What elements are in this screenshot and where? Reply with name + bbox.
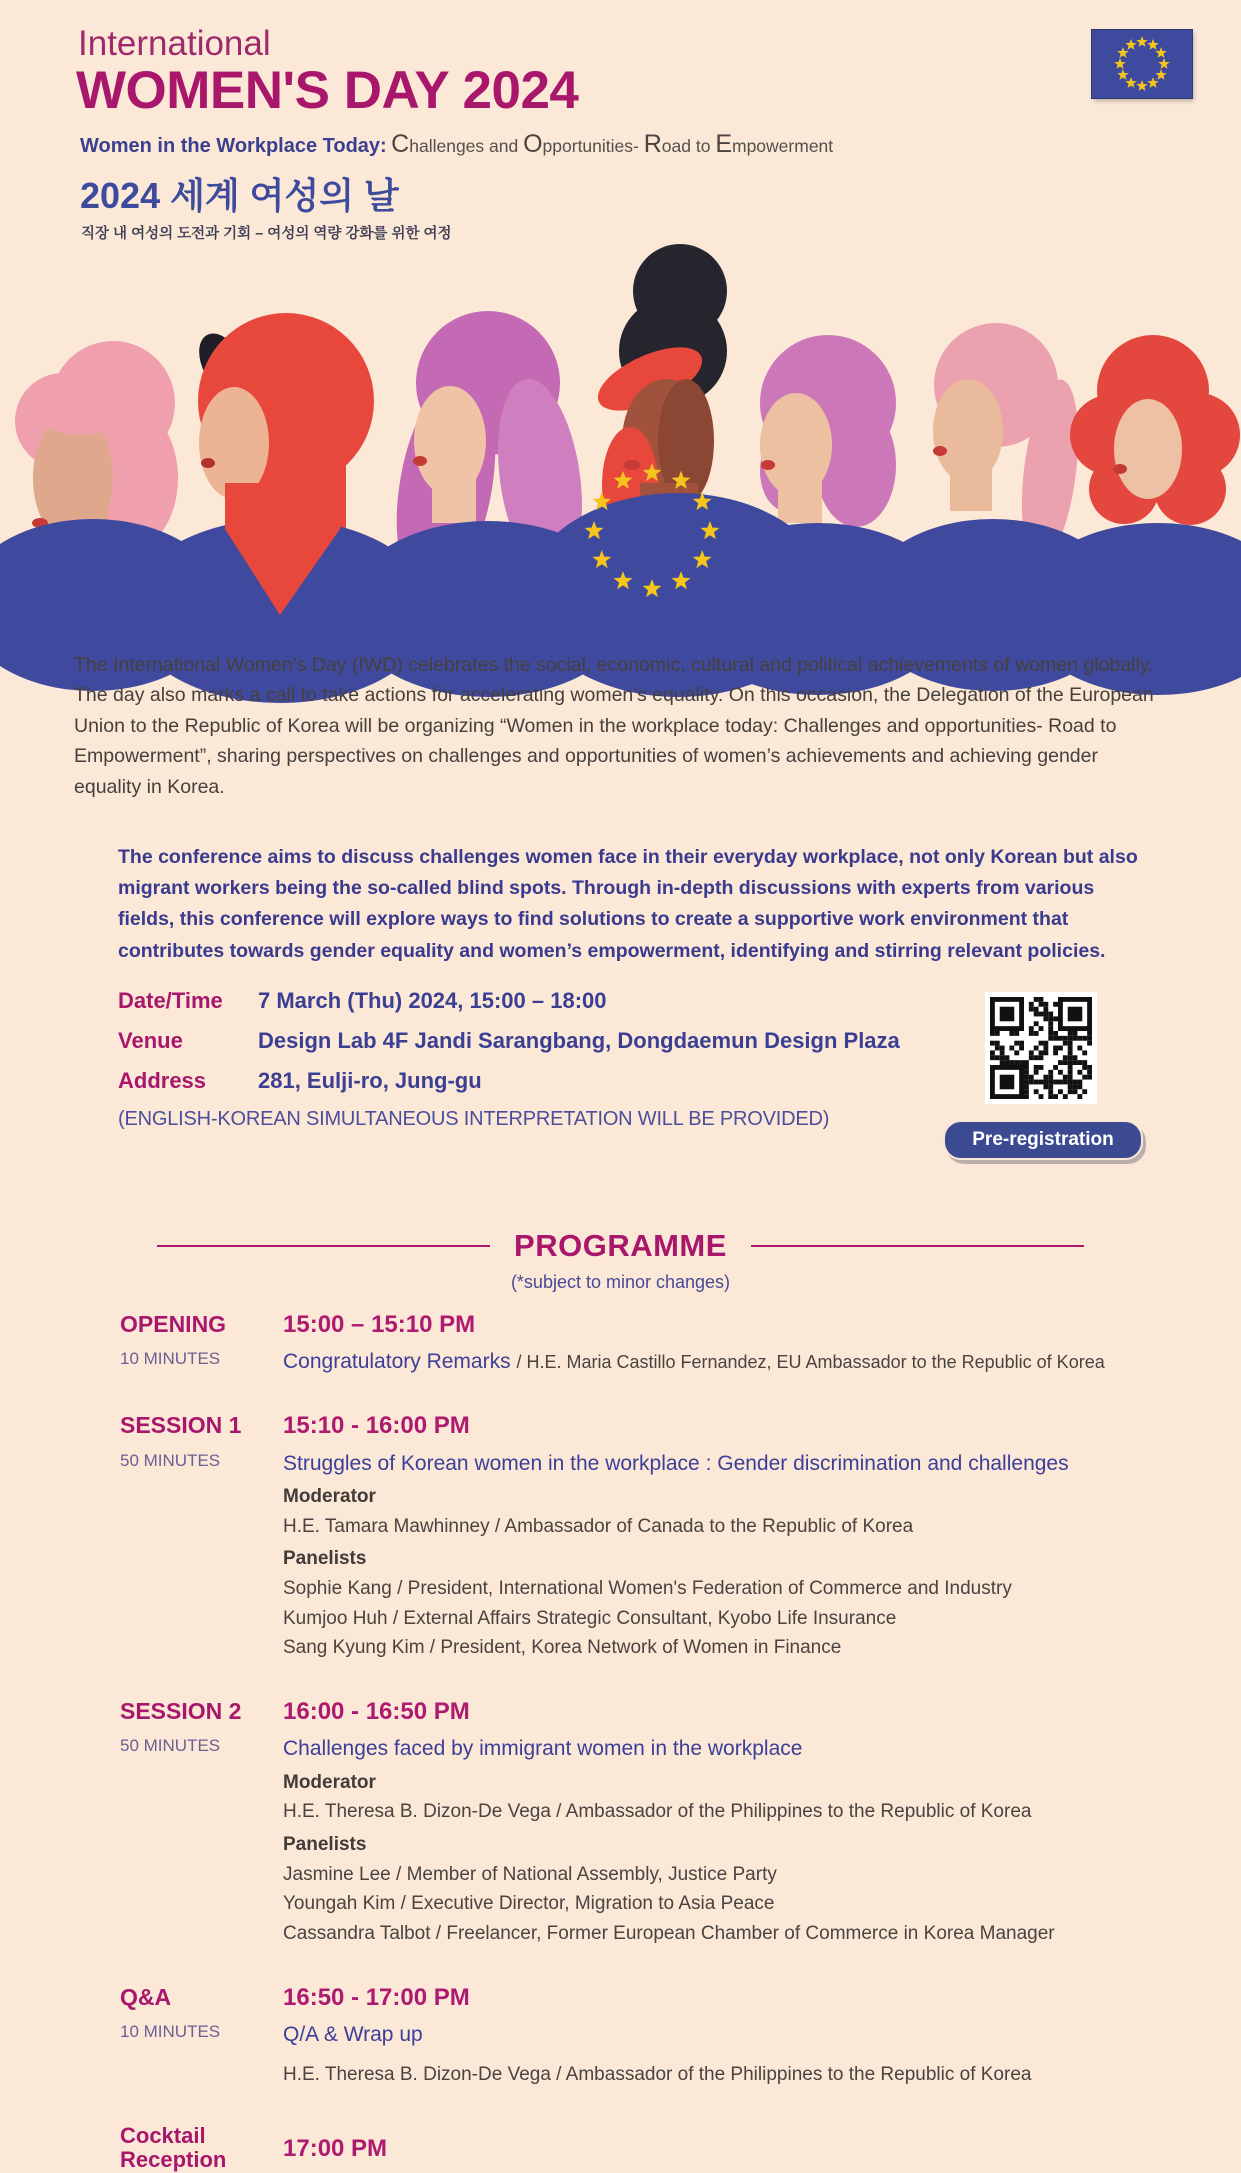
subtitle [80,130,833,159]
session-duration: 10 MINUTES [120,2022,221,2041]
address-value: 281, Eulji-ro, Jung-gu [258,1068,482,1093]
programme-heading [0,1228,1241,1264]
intro-paragraph: The International Women’s Day (IWD) celebrates the social, economic, cultural and political achievements of women globally. The day also marks a call to take actions for accelerating women's equality. On this occasion, the Delegation of the European Union to the Republic of Korea will be organizing “Women in the workplace today: Challenges and opportunities- Road to Empowerment”, sharing perspectives on challenges and opportunities of women’s achievements and achieving gender equality in Korea. [74,654,1154,798]
info-row-venue [118,1028,948,1054]
women-illustration [18,233,1223,621]
panelists-heading: Panelists [283,1548,367,1570]
programme-row-opening [120,1312,1170,1375]
session-time: 15:10 - 16:00 PM [283,1412,470,1440]
datetime-value: 7 March (Thu) 2024, 15:00 – 18:00 [258,988,607,1013]
qr-code-icon [985,992,1097,1104]
page-title: WOMEN'S DAY 2024 [76,61,579,120]
session-speaker: H.E. Theresa B. Dizon-De Vega / Ambassador of the Philippines to the Republic of Korea [283,2064,1032,2086]
session-duration: 10 MINUTES [120,1349,221,1369]
panelist-line: Cassandra Talbot / Freelancer, Former European Chamber of Commerce in Korea Manager [283,1923,1055,1945]
session-time: 16:50 - 17:00 PM [283,1983,470,2011]
session-title: Q/A & Wrap up [283,2022,423,2046]
session-time: 17:00 PM [283,2134,388,2162]
session-speaker-inline: / H.E. Maria Castillo Fernandez, EU Ambassador to the Republic of Korea [516,1352,1105,1373]
session-title: Challenges faced by immigrant women in the workplace [283,1737,803,1761]
panelist-line: Youngah Kim / Executive Director, Migration to Asia Peace [283,1893,775,1915]
programme-row-qa [120,1985,1170,2086]
panelist-line: Sang Kyung Kim / President, Korea Network of Women in Finance [283,1637,842,1659]
session-label: Cocktail Reception [120,2123,227,2173]
programme-title: PROGRAMME [514,1228,727,1263]
event-info [118,988,948,1131]
moderator-heading: Moderator [283,1771,376,1793]
subtitle-lead: Women in the Workplace Today: [80,135,387,157]
session-label: OPENING [120,1311,227,1337]
programme-note: (*subject to minor changes) [510,1272,731,1292]
panelist-line: Sophie Kang / President, International Women's Federation of Commerce and Industry [283,1578,1012,1600]
panelist-line: Jasmine Lee / Member of National Assembly, Justice Party [283,1863,777,1885]
interpretation-note: (ENGLISH-KOREAN SIMULTANEOUS INTERPRETATION WILL BE PROVIDED) [118,1108,830,1130]
pre-registration-button[interactable]: Pre-registration [943,1120,1143,1160]
info-row-address [118,1068,948,1094]
session-title: Struggles of Korean women in the workplace : Gender discrimination and challenges [283,1451,1069,1475]
session-label: SESSION 2 [120,1698,242,1725]
address-label: Address [118,1068,207,1093]
programme-row-session1 [120,1413,1170,1661]
session-title: Congratulatory Remarks / H.E. Maria Castillo Fernandez, EU Ambassador to the Republic of Korea [283,1350,1105,1374]
programme-row-session2 [120,1699,1170,1947]
info-row-datetime [118,988,948,1014]
venue-label: Venue [118,1028,183,1053]
datetime-label: Date/Time [118,988,223,1013]
eu-flag-icon [1092,30,1192,98]
woman-orchid-bob [760,335,896,527]
programme-row-cocktail [120,2124,1170,2172]
conference-paragraph: The conference aims to discuss challenges women face in their everyday workplace, not only Korean but also migrant workers being the so-called blind spots. Through in-depth discussions with experts from various fields, this conference will explore ways to find solutions to create a supportive work environment that contributes towards gender equality and women’s empowerment, identifying and stirring relevant policies. [118,846,1138,962]
moderator-line: H.E. Theresa B. Dizon-De Vega / Ambassador of the Philippines to the Republic of Korea [283,1801,1032,1823]
woman-red-curly [1070,335,1240,525]
session-duration: 50 MINUTES [120,1736,221,1756]
session-time: 16:00 - 16:50 PM [283,1698,470,1726]
korean-title: 2024 세계 여성의 날 [80,175,399,216]
heading-rule-left [157,1245,490,1247]
heading-rule-right [751,1245,1084,1247]
session-label: SESSION 1 [120,1412,242,1439]
panelist-line: Kumjoo Huh / External Affairs Strategic Consultant, Kyobo Life Insurance [283,1607,897,1629]
session-time: 15:00 – 15:10 PM [283,1311,476,1338]
programme-list [120,1312,1170,2173]
panelists-heading: Panelists [283,1833,367,1855]
moderator-heading: Moderator [283,1485,376,1507]
korean-subtitle: 직장 내 여성의 도전과 기회 – 여성의 역량 강화를 위한 여정 [81,226,452,242]
moderator-line: H.E. Tamara Mawhinney / Ambassador of Canada to the Republic of Korea [283,1515,914,1537]
kicker-international: International [78,24,271,63]
session-label: Q&A [120,1983,172,2010]
venue-value: Design Lab 4F Jandi Sarangbang, Dongdaemun Design Plaza [258,1028,900,1053]
session-duration: 50 MINUTES [120,1450,221,1470]
subtitle-rest: Challenges and Opportunities- Road to Empowerment [391,130,834,158]
